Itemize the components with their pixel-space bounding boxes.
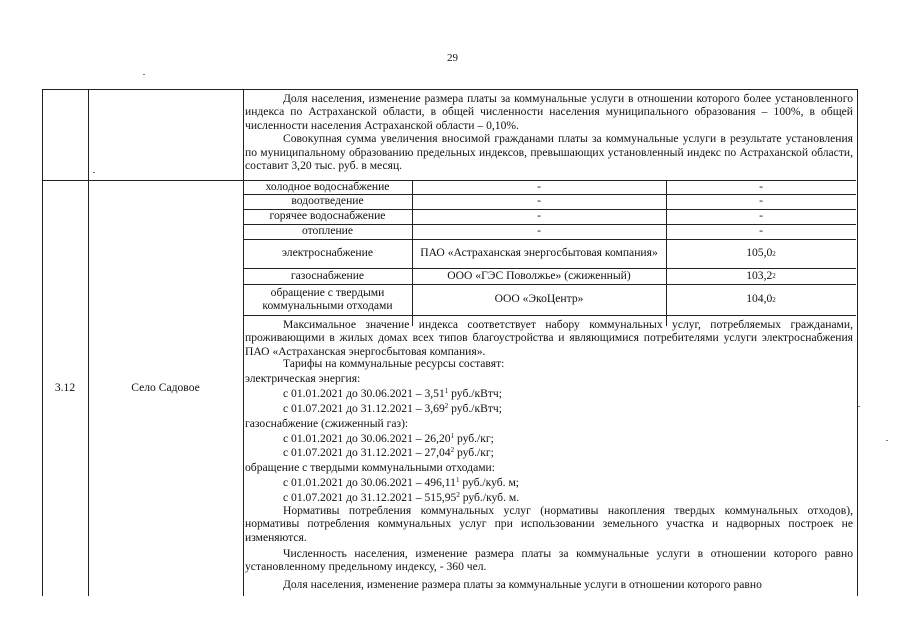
service-index: - bbox=[759, 224, 763, 238]
norms-paragraph: Нормативы потребления коммунальных услуг (нормативы накопления твердых коммунальных отходов), нормативы потребления коммунальных услуг при использовании земельного участка и надворных построек не изменяются. bbox=[245, 504, 853, 544]
max-index-paragraph: Максимальное значение индекса соответствует набору коммунальных услуг, потребляемых гражданами, проживающими в жилых домах всех типов благоустройства и являющимися потребителями услуги электроснабжения ПАО «Астраханская энергосбытовая компания». bbox=[245, 318, 853, 358]
col-border-2 bbox=[243, 90, 244, 596]
service-provider: ООО «ЭкоЦентр» bbox=[494, 292, 584, 306]
population-share-continued: Доля населения, изменение размера платы за коммунальные услуги в отношении которого равно bbox=[283, 578, 762, 591]
col-border-1 bbox=[88, 90, 89, 596]
total-payment-paragraph: Совокупная сумма увеличения вносимой гражданами платы за коммунальные услуги в результате установления по муниципальному образованию предельных индексов, превышающих установленный индекс по Астраханской области, составит 3,20 тыс. руб. в месяц. bbox=[245, 132, 853, 173]
service-name: газоснабжение bbox=[290, 268, 365, 282]
municipality-name: Село Садовое bbox=[131, 381, 200, 394]
scan-speck bbox=[858, 406, 860, 407]
gas-tariff-1: с 01.01.2021 до 30.06.2021 – 26,20$^1$ руб./кг; bbox=[283, 431, 494, 445]
service-name: обращение с твердыми коммунальными отходами bbox=[262, 286, 393, 312]
population-count-paragraph: Численность населения, изменение размера платы за коммунальные услуги в отношении которого равно установленному предельному индексу, - 360 чел. bbox=[245, 547, 853, 574]
tariffs-intro: Тарифы на коммунальные ресурсы составят: bbox=[283, 357, 505, 370]
row-number: 3.12 bbox=[54, 381, 76, 394]
service-provider: - bbox=[537, 194, 541, 208]
service-index: - bbox=[759, 209, 763, 223]
service-provider: - bbox=[537, 179, 541, 193]
service-provider: - bbox=[537, 224, 541, 238]
service-name: горячее водоснабжение bbox=[269, 209, 386, 223]
service-index: 104,0 2 bbox=[746, 292, 776, 306]
service-name: холодное водоснабжение bbox=[265, 179, 390, 193]
page-number: 29 bbox=[447, 52, 458, 64]
service-name: водоотведение bbox=[291, 194, 364, 208]
scan-speck bbox=[886, 440, 888, 441]
row-border-7 bbox=[243, 315, 856, 316]
waste-tariff-2: с 01.07.2021 до 31.12.2021 – 515,95$^2$ руб./куб. м. bbox=[283, 491, 520, 505]
gas-label: газоснабжение (сжиженный газ): bbox=[245, 416, 409, 430]
service-provider: ПАО «Астраханская энергосбытовая компания» bbox=[420, 246, 658, 260]
electric-label: электрическая энергия: bbox=[245, 371, 361, 385]
service-index: 105,0 2 bbox=[746, 246, 776, 260]
service-provider: - bbox=[537, 209, 541, 223]
electric-tariff-2: с 01.07.2021 до 31.12.2021 – 3,69$^2$ руб./кВтч; bbox=[283, 401, 502, 415]
waste-tariff-1: с 01.01.2021 до 30.06.2021 – 496,11$^1$ руб./куб. м; bbox=[283, 476, 520, 490]
service-index: - bbox=[759, 194, 763, 208]
service-name: электроснабжение bbox=[282, 246, 373, 260]
waste-label: обращение с твердыми коммунальными отходами: bbox=[245, 461, 495, 475]
service-provider: ООО «ГЭС Поволжье» (сжиженный) bbox=[447, 268, 631, 282]
service-index: 103,2 2 bbox=[746, 268, 776, 282]
electric-tariff-1: с 01.01.2021 до 30.06.2021 – 3,51$^1$ руб./кВтч; bbox=[283, 386, 502, 400]
top-paragraphs bbox=[245, 92, 853, 172]
service-index: - bbox=[759, 179, 763, 193]
scan-speck bbox=[143, 74, 145, 75]
gas-tariff-2: с 01.07.2021 до 31.12.2021 – 27,04$^2$ руб./кг; bbox=[283, 446, 494, 460]
scan-speck bbox=[93, 172, 95, 173]
service-name: отопление bbox=[301, 224, 354, 238]
population-share-paragraph: Доля населения, изменение размера платы за коммунальные услуги в отношении которого более установленного индекса по Астраханской области, в общей численности населения муниципального образования – 100%, в общей численности населения Астраханской области – 0,10%. bbox=[245, 92, 853, 132]
tariffs-block bbox=[245, 357, 853, 506]
